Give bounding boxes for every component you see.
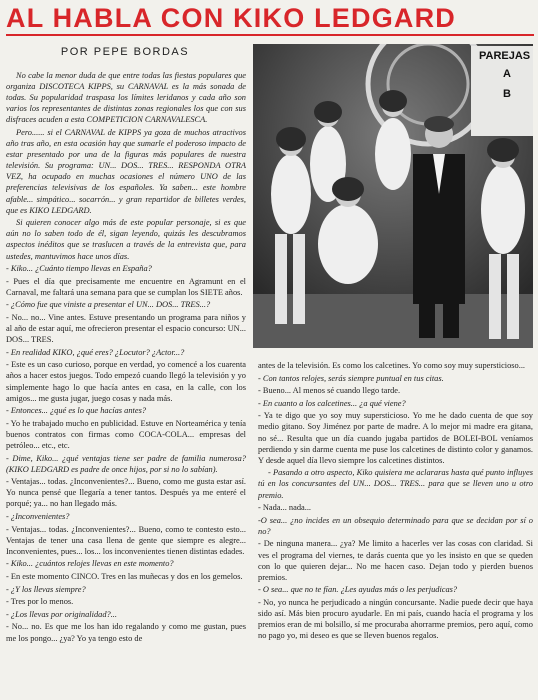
article-paragraph: - Kiko... ¿cuántos relojes llevas en este momento? <box>6 559 174 569</box>
article-paragraph: - ¿Y los llevas siempre? <box>6 584 86 594</box>
headline: AL HABLA CON KIKO LEDGARD <box>6 3 456 33</box>
article-column-left <box>6 70 246 698</box>
article-paragraph: - Con tantos relojes, serás siempre puntual en tus citas. <box>258 373 444 383</box>
article-paragraph: Pero...... si el CARNAVAL de KIPPS ya goza de muchos atractivos año tras año, en esta ocasión hay que sumarle el poderoso impacto de estar presentado por una de la figuras más populares de nuestra televisión. Su programa: UN... DOS... TRES... RESPONDA OTRA VEZ, ha ocupado en muchas ocasiones el número UNO de las preferencias televisivas de los españoles. Ya saben... este hombre afable... simpático... socarrón... y gran repartidor de billetes verdes, que es KIKO LEDGARD. <box>6 127 246 215</box>
article-paragraph: - ¿Los llevas por originalidad?... <box>6 609 117 619</box>
sign-text-parejas: PAREJAS <box>479 50 531 62</box>
photo-illustration <box>253 44 533 348</box>
article-column-right <box>258 360 533 698</box>
article-paragraph: - Ya te digo que yo soy muy supersticioso. Yo me he dado cuenta de que soy medio gitano. Soy Jiménez por parte de madre. A lo mejor mi madre era gitana, no sé... Resulta que un día cuando jugaba partidos de BOLEI-BOL veníamos perdiendo y sin darme cuenta me puse los calcetines de distinto color y ganamos. Y desde aquel día llevo siempre los calcetines distintos. <box>258 411 533 465</box>
article-paragraph: - Este es un caso curioso, porque en verdad, yo comencé a los cuarenta años a hacer estos juegos. Todo empezó cuando llegó la televisión y yo simplemente hago lo que hacía antes en casa, en la calle, con los amigos... me gusta jugar, juego cosas y nada más. <box>6 360 246 403</box>
article-paragraph: - ¿Cómo fue que viniste a presentar el UN... DOS... TRES...? <box>6 300 211 310</box>
article-paragraph: - De ninguna manera... ¿ya? Me limito a hacerles ver las cosas con claridad. Si ves el programa del viernes, te darás cuenta que yo les insisto en que se queden con lo que quieren dejar... No me hacen caso. Dejan todo y pierden buenos premios. <box>258 539 533 582</box>
article-paragraph: - En cuanto a los calcetines... ¿a qué viene? <box>258 398 406 408</box>
article-paragraph: - Ventajas... todas. ¿Inconvenientes?... Bueno, como te contesto esto... Ventajas de tener una casa llena de gente que siempre es alegre... Inconvenientes, pues... los... los inconvenientes tienen distintas edades. <box>6 524 246 556</box>
sign-text-a: A <box>503 68 511 80</box>
article-paragraph: - No... no. Es que me los han ido regalando y como me gustan, pues me los pongo... ¿ya? Yo ya tengo esto de <box>6 622 246 643</box>
sign-text-b: B <box>503 88 511 100</box>
article-paragraph: - ¿Inconvenientes? <box>6 512 70 522</box>
article-paragraph: - Dime, Kiko... ¿qué ventajas tiene ser padre de familia numerosa? (KIKO LEDGARD es padre de once hijos, por si no lo sabían). <box>6 453 246 474</box>
article-paragraph: -O sea... ¿no incides en un obsequio determinado para que se decidan por sí o no? <box>258 515 533 536</box>
article-paragraph: - Tres por lo menos. <box>6 597 74 607</box>
article-paragraph: - Yo he trabajado mucho en publicidad. Estuve en Norteamérica y tenía buenos contratos con firmas como COCA-COLA... empresas del petróleo... etc., etc. <box>6 418 246 450</box>
article-paragraph: - No, yo nunca he perjudicado a ningún concursante. Nadie puede decir que haya sido así. Más bien procuro ayudarle. En mi país, cuando hacía el programa y los premios eran de mi bolsillo, sí me procuraba ahorrarme premios, pero aquí, como no pago yo, mi deseo es que se lleven buenos regalos. <box>258 597 533 641</box>
article-paragraph: - Kiko... ¿Cuánto tiempo llevas en España? <box>6 264 152 274</box>
article-paragraph: antes de la televisión. Es como los calcetines. Yo como soy muy supersticioso... <box>258 361 526 370</box>
article-paragraph: - Nada... nada... <box>258 503 312 513</box>
article-paragraph: - Ventajas... todas. ¿Inconvenientes?... Bueno, como me gusta estar así. Yo nunca pensé que llegaría a tener tantos. Después ya me enteré el porqué; ya... no han llegado más. <box>6 477 246 509</box>
article-paragraph: - Bueno... Al menos sé cuando llego tarde. <box>258 386 401 396</box>
article-paragraph: - En este momento CINCO. Tres en las muñecas y dos en los gemelos. <box>6 572 243 582</box>
article-paragraph: - Pues el día que precisamente me encuentre en Agramunt en el Carnaval, me faltará una semana para que se cumplan los SIETE años. <box>6 276 246 297</box>
photo-kiko-ledgard-group <box>253 44 533 348</box>
headline-rule <box>6 34 534 36</box>
article-paragraph: - En realidad KIKO, ¿qué eres? ¿Locutor? ¿Actor...? <box>6 347 185 357</box>
article-paragraph: - Pasando a otro aspecto, Kiko quisiera me aclararas hasta qué punto influyes tú en los concursantes del UN... DOS... TRES... para que se lleven uno u otro premio. <box>258 468 533 500</box>
article-paragraph: Si quieren conocer algo más de este popular personaje, si es que aún no lo saben todo de él, sigan leyendo, quizás les descubramos aspectos inéditos que se traslucen a través de la entrevista que, para ustedes, mantuvimos hace unos días. <box>6 218 246 261</box>
byline: POR PEPE BORDAS <box>60 46 190 58</box>
article-paragraph: - Entonces... ¿qué es lo que hacías antes? <box>6 406 147 416</box>
article-paragraph: No cabe la menor duda de que entre todas las fiestas populares que organiza DISCOTECA KIPPS, su CARNAVAL es la más sonada de todas. Su popularidad traspasa los límites leridanos y cada año son varios los representantes de distintas zonas regionales los que con sus disfraces acuden a esta COMPETICION CARNAVALESCA. <box>6 71 246 125</box>
article-paragraph: - O sea... que no te fían. ¿Les ayudas más o les perjudicas? <box>258 585 458 595</box>
article-paragraph: - No... no... Vine antes. Estuve presentando un programa para niños y al año de estar aquí, me ofrecieron presentar el espacio concurso: UN... DOS... TRES. <box>6 312 246 345</box>
